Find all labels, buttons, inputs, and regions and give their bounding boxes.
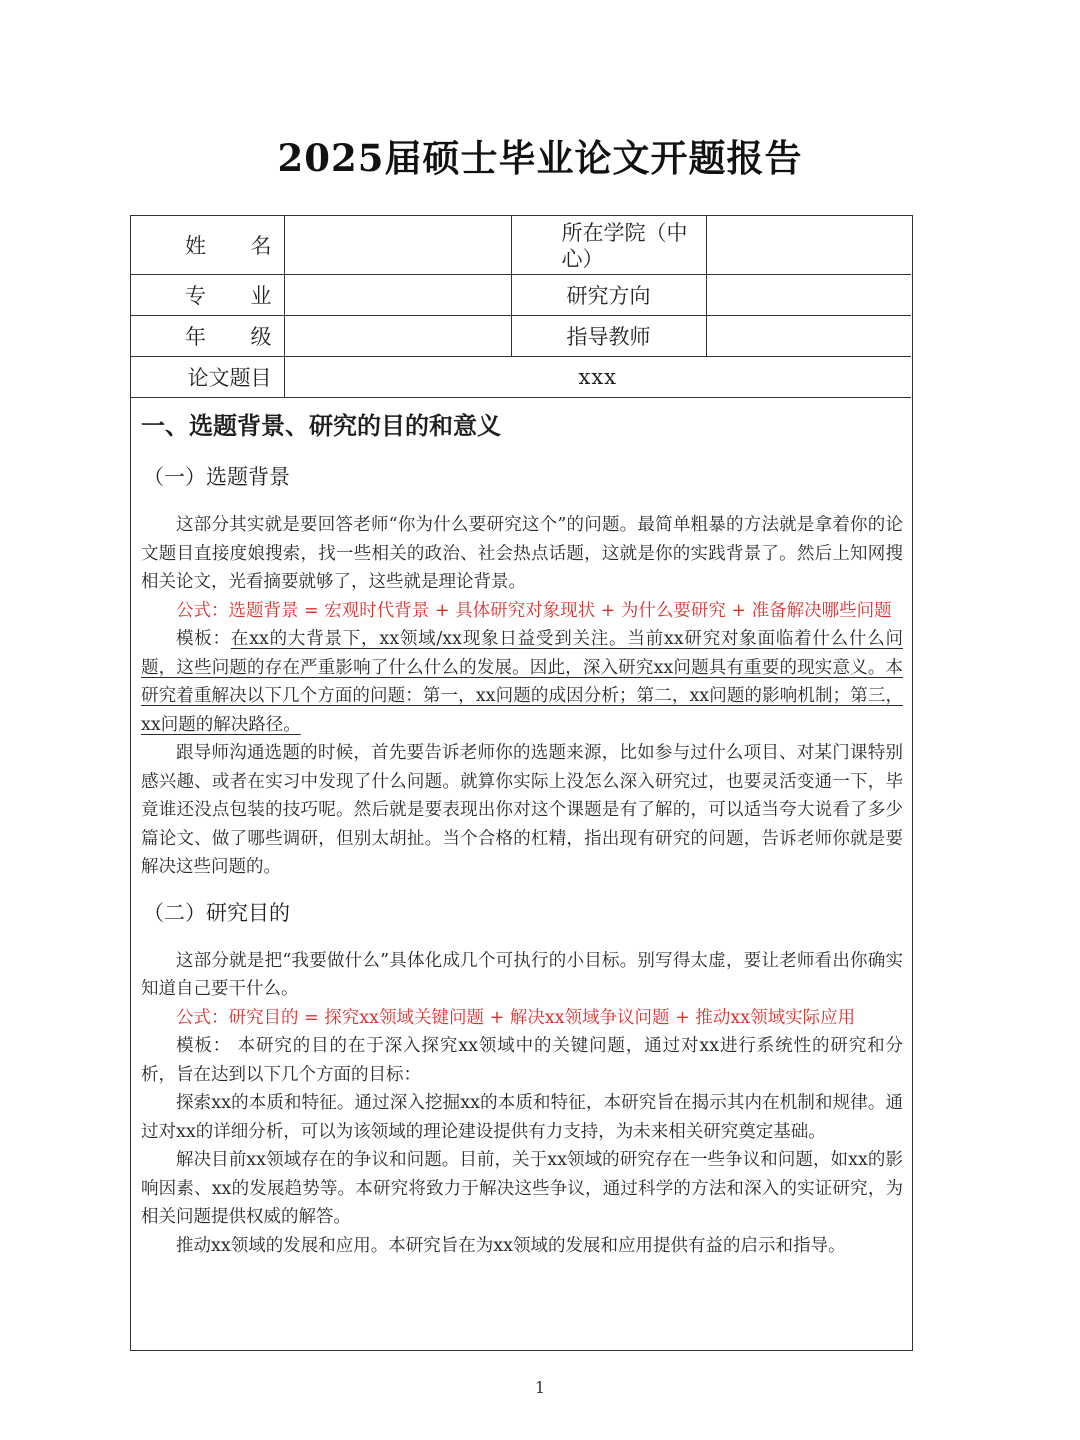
report-body xyxy=(141,406,903,1260)
direction-field[interactable] xyxy=(706,274,911,315)
name-field[interactable] xyxy=(284,216,511,274)
subsection-heading-background: （一）选题背景 xyxy=(143,465,290,489)
advisor-communication-paragraph: 跟导师沟通选题的时候，首先要告诉老师你的选题来源，比如参与过什么项目、对某门课特别感兴趣、或者在实习中发现了什么问题。就算你实际上没怎么深入研究过，也要灵活变通一下，毕竟谁还没点包装的技巧呢。然后就是要表现出你对这个课题是有了解的，可以适当夸大说看了多少篇论文、做了哪些调研，但别太胡扯。当个合格的杠精，指出现有研究的问题，告诉老师你就是要解决这些问题的。 xyxy=(141,743,903,877)
college-field[interactable] xyxy=(706,216,911,274)
college-label: 所在学院（中心） xyxy=(511,216,706,274)
subsection-heading-purpose: （二）研究目的 xyxy=(143,900,290,925)
goal-paragraph: 探索xx的本质和特征。通过深入挖掘xx的本质和特征，本研究旨在揭示其内在机制和规律。通过对xx的详细分析，可以为该领域的理论建设提供有力支持，为未来相关研究奠定基础。 xyxy=(141,1093,903,1142)
thesis-title-label: 论文题目 xyxy=(131,356,284,397)
thesis-title-value[interactable]: xxx xyxy=(284,356,911,397)
goal-paragraph: 解决目前xx领域存在的争议和问题。目前，关于xx领域的研究存在一些争议和问题，如xx的影响因素、xx的发展趋势等。本研究将致力于解决这些争议，通过科学的方法和深入的实证研究，为相关问题提供权威的解答。 xyxy=(141,1150,903,1227)
page-title: 2025届硕士毕业论文开题报告 xyxy=(277,136,803,180)
grade-field[interactable] xyxy=(284,315,511,356)
info-table xyxy=(131,216,911,398)
grade-label: 年 级 xyxy=(131,315,284,356)
direction-label: 研究方向 xyxy=(511,274,706,315)
major-label: 专 业 xyxy=(131,274,284,315)
major-field[interactable] xyxy=(284,274,511,315)
advisor-label: 指导教师 xyxy=(511,315,706,356)
page-number: 1 xyxy=(534,1378,546,1397)
section-heading: 一、选题背景、研究的目的和意义 xyxy=(141,411,501,440)
goal-paragraph: 推动xx领域的发展和应用。本研究旨在为xx领域的发展和应用提供有益的启示和指导。 xyxy=(176,1235,846,1256)
purpose-template: 模板： 本研究的目的在于深入探究xx领域中的关键问题，通过对xx进行系统性的研究和分析，旨在达到以下几个方面的目标： xyxy=(141,1036,903,1085)
report-form xyxy=(130,215,913,1351)
background-formula: 公式：选题背景 = 宏观时代背景 + 具体研究对象现状 + 为什么要研究 + 准备解决哪些问题 xyxy=(176,600,892,621)
purpose-formula: 公式：研究目的 = 探究xx领域关键问题 + 解决xx领域争议问题 + 推动xx领域实际应用 xyxy=(176,1007,856,1028)
background-template-text: 在xx的大背景下，xx领域/xx现象日益受到关注。当前xx研究对象面临着什么什么问题，这些问题的存在严重影响了什么什么的发展。因此，深入研究xx问题具有重要的现实意义。本研究着重解决以下几个方面的问题：第一，xx问题的成因分析；第二，xx问题的影响机制；第三，xx问题的解决路径。 xyxy=(141,629,903,735)
purpose-paragraph: 这部分就是把“我要做什么”具体化成几个可执行的小目标。别写得太虚，要让老师看出你确实知道自己要干什么。 xyxy=(141,950,903,999)
advisor-field[interactable] xyxy=(706,315,911,356)
background-template: 模板：在xx的大背景下，xx领域/xx现象日益受到关注。当前xx研究对象面临着什么什么问题，这些问题的存在严重影响了什么什么的发展。因此，深入研究xx问题具有重要的现实意义。本研究着重解决以下几个方面的问题：第一，xx问题的成因分析；第二，xx问题的影响机制；第三，xx问题的解决路径。 xyxy=(141,629,903,735)
name-label: 姓 名 xyxy=(131,216,284,274)
background-paragraph: 这部分其实就是要回答老师“你为什么要研究这个”的问题。最简单粗暴的方法就是拿着你的论文题目直接度娘搜索，找一些相关的政治、社会热点话题，这就是你的实践背景了。然后上知网搜相关论文，光看摘要就够了，这些就是理论背景。 xyxy=(141,515,903,592)
